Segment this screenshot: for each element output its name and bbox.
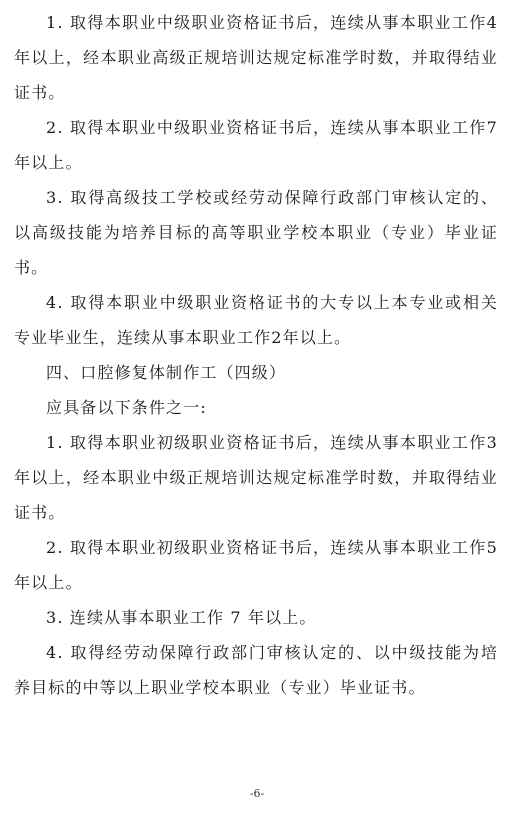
section4-heading: 四、口腔修复体制作工（四级） [46,363,287,382]
page-number: -6- [249,787,265,800]
section4-item-4: 4. 取得经劳动保障行政部门审核认定的、以中级技能为培养目标的中等以上职业学校本职业（专业）毕业证书。 [14,643,498,697]
section3-item-2: 2. 取得本职业中级职业资格证书后，连续从事本职业工作7年以上。 [14,118,498,172]
section4-item-2: 2. 取得本职业初级职业资格证书后，连续从事本职业工作5年以上。 [14,538,498,592]
section4-intro: 应具备以下条件之一: [46,398,207,417]
section4-item-1: 1. 取得本职业初级职业资格证书后，连续从事本职业工作3年以上，经本职业中级正规培训达规定标准学时数，并取得结业证书。 [14,433,498,522]
section3-item-4: 4. 取得本职业中级职业资格证书的大专以上本专业或相关专业毕业生，连续从事本职业工作2年以上。 [14,293,498,347]
section3-item-3: 3. 取得高级技工学校或经劳动保障行政部门审核认定的、以高级技能为培养目标的高等职业学校本职业（专业）毕业证书。 [14,188,498,277]
section3-item-1: 1. 取得本职业中级职业资格证书后，连续从事本职业工作4年以上，经本职业高级正规培训达规定标准学时数，并取得结业证书。 [14,13,498,102]
document-body [14,5,498,705]
section4-item-3: 3. 连续从事本职业工作 7 年以上。 [46,608,317,627]
